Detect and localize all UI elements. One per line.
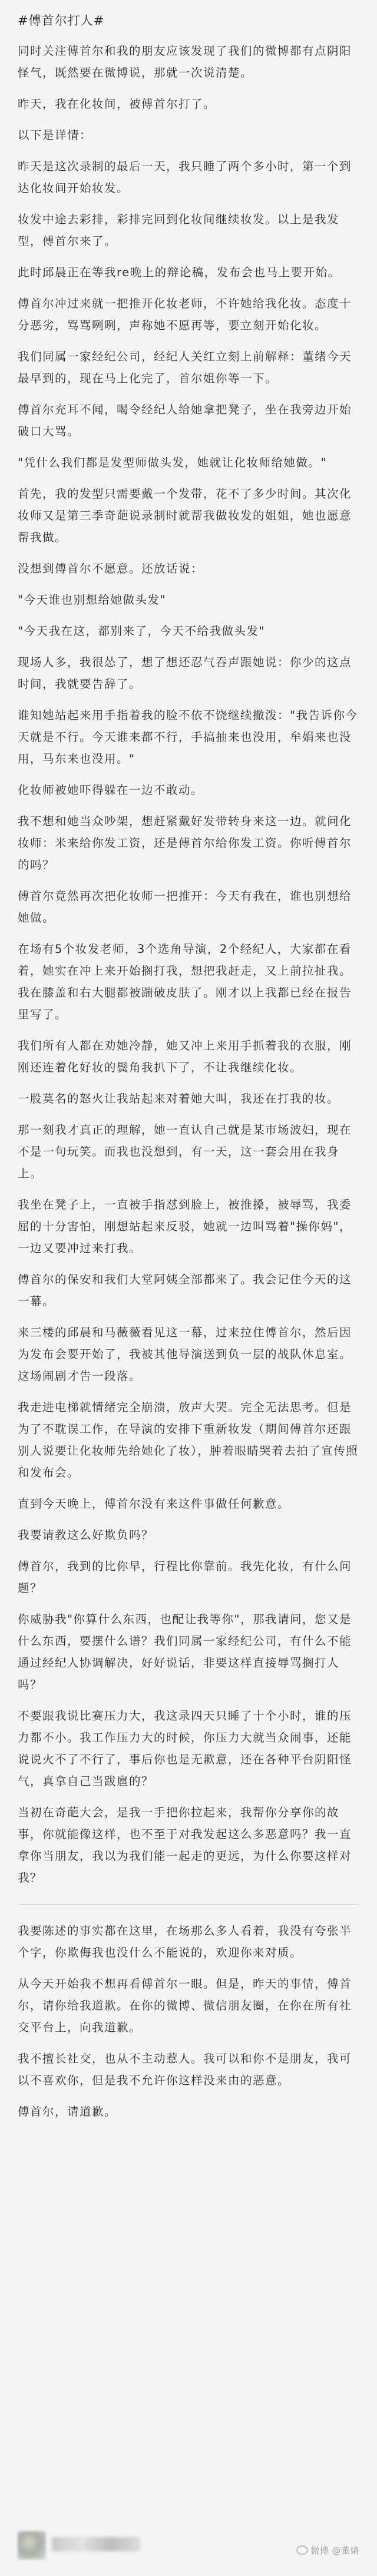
paragraph: 我坐在凳子上，一直被手指怼到脸上，被推搡，被辱骂，我委屈的十分害怕，刚想站起来反驳，她就一边叫骂着"操你妈"，一边又要冲过来打我。 (18, 1198, 352, 1255)
paragraph: 傅首尔竟然再次把化妆师一把推开：今天有我在，谁也别想给她做。 (18, 889, 352, 925)
paragraph: 我走进电梯就情绪完全崩溃，放声大哭。完全无法思考。但是为了不耽误工作，在导演的安排下重新妆发（期间傅首尔还跟别人说要让化妆师先给她化了妆），肿着眼睛哭着去拍了宣传照和发布会。 (18, 1400, 359, 1479)
section-divider (18, 1904, 359, 1905)
paragraph: 妆发中途去彩排，彩排完回到化妆间继续妆发。以上是我发型，傅首尔来了。 (18, 213, 340, 248)
watermark-text: 微博 @董婧 (310, 2545, 359, 2556)
blurred-avatar (18, 2531, 46, 2560)
paragraph: 在场有5个妆发老师，3个选角导演，2个经纪人，大家都在看着，她实在冲上来开始搁打我，想把我赶走，又上前拉扯我。我在膝盖和右大腿都被踹破皮肤了。刚才以上我都已经在报告里写了。 (18, 942, 352, 1021)
paragraph: 没想到傅首尔不愿意。还放话说： (18, 562, 204, 575)
paragraph: 从今天开始我不想再看傅首尔一眼。但是，昨天的事情，傅首尔，请你给我道歉。在你的微博、微信朋友圈，在你在所有社交平台上，向我道歉。 (18, 1977, 352, 2034)
paragraph: 当初在奇葩大会，是我一手把你拉起来，我帮你分享你的故事，你就能像这样，也不至于对我发起这么多恶意吗？我一直拿你当朋友，我以为我们能一起走的更远，为什么你要这样对我？ (18, 1806, 352, 1885)
paragraph: 此时邱晨正在等我re晚上的辩论稿，发布会也马上要开始。 (18, 266, 340, 279)
paragraph: 我要陈述的事实都在这里，在场那么多人看着，我没有夸张半个字，你欺侮我也没什么不能说的，欢迎你来对质。 (18, 1924, 352, 1959)
paragraph: 傅首尔，请道歉。 (18, 2105, 117, 2118)
paragraph: 直到今天晚上，傅首尔没有来这件事做任何歉意。 (18, 1497, 290, 1511)
quote-line: "今天谁也别想给她做头发" (18, 593, 166, 607)
paragraph: 以下是详情： (18, 128, 92, 142)
post-title-hashtag[interactable]: #傅首尔打人# (18, 14, 105, 28)
paragraph: 化妆师被她吓得躲在一边不敢动。 (18, 783, 204, 797)
paragraph: 来三楼的邱晨和马薇薇看见这一幕，过来拉住傅首尔，然后因为发布会要开始了，我被其他导演送到负一层的战队休息室。这场闹剧才告一段落。 (18, 1326, 352, 1383)
paragraph: 傅首尔的保安和我们大堂阿姨全部都来了。我会记住今天的这一幕。 (18, 1273, 352, 1308)
paragraph: 昨天，我在化妆间，被傅首尔打了。 (18, 97, 216, 111)
paragraph: 我不擅长社交，也从不主动惹人。我可以和你不是朋友，我可以不喜欢你，但是我不允许你这样没来由的恶意。 (18, 2052, 352, 2087)
paragraph: 现场人多，我很怂了，想了想还忍气吞声跟她说：你少的这点时间，我就要告辞了。 (18, 655, 352, 691)
paragraph: 我们所有人都在劝她冷静，她又冲上来用手抓着我的衣服，刚刚还连着化好妆的鬓角我扒下了，不让我继续化妆。 (18, 1039, 352, 1074)
paragraph: 昨天是这次录制的最后一天，我只睡了两个多小时，第一个到达化妆间开始妆发。 (18, 160, 352, 195)
post-footer (18, 2528, 359, 2565)
paragraph: "凭什么我们都是发型师做头发，她就让化妆师给她做。" (18, 456, 327, 469)
paragraph: 我不想和她当众吵架，想赶紧戴好发带转身来这一边。就问化妆师：米来给你发工资，还是傅首尔给你发工资。你听傅首尔的吗？ (18, 814, 352, 872)
weibo-watermark (296, 2544, 359, 2557)
paragraph: 不要跟我说比赛压力大，我这录四天只睡了十个小时，谁的压力都不小。我工作压力大的时候，你压力大就当众闹事，还能说说火不了不行了，事后你也是无歉意，还在各种平台阴阳怪气，真拿自己当跋扈的？ (18, 1709, 352, 1788)
paragraph: 我们同属一家经纪公司，经纪人关红立刻上前解释：董绪今天最早到的，现在马上化完了，首尔姐你等一下。 (18, 350, 352, 385)
paragraph: 那一刻我才真正的理解，她一直认自己就是某市场波妇，现在不是一句玩笑。而我也没想到，有一天，这一套会用在我身上。 (18, 1123, 352, 1180)
paragraph: 傅首尔，我到的比你早，行程比你靠前。我先化妆，有什么问题？ (18, 1559, 352, 1595)
paragraph: 谁知她站起来用手指着我的脸不依不饶继续撒泼："我告诉你今天就是不行。今天谁来都不行，手搞抽来也没用，牟娟来也没用，马东来也没用。" (18, 708, 358, 766)
paragraph: 首先，我的发型只需要戴一个发带，花不了多少时间。其次化妆师又是第三季奇葩说录制时就帮我做妆发的姐姐，她也愿意帮我做。 (18, 487, 352, 544)
paragraph: 一股莫名的怒火让我站起来对着她大叫，我还在打我的妆。 (18, 1092, 340, 1105)
paragraph: 你威胁我"你算什么东西，也配让我等你"，那我请问，您又是什么东西，要摆什么谱？我们同属一家经纪公司，有什么不能通过经纪人协调解决，好好说话，非要这样直接辱骂搁打人吗？ (18, 1613, 352, 1691)
weibo-logo-icon (296, 2545, 308, 2555)
paragraph: 同时关注傅首尔和我的朋友应该发现了我们的微博都有点阴阳怪气，既然要在微博说，那就一次说清楚。 (18, 44, 352, 80)
paragraph: 我要请教这么好欺负吗？ (18, 1528, 154, 1542)
paragraph: 傅首尔冲过来就一把推开化妆老师，不许她给我化妆。态度十分恶劣，骂骂咧咧，声称她不愿再等，要立刻开始化妆。 (18, 297, 352, 332)
quote-line: "今天我在这，都别来了，今天不给我做头发" (18, 624, 265, 638)
blurred-username (52, 2537, 140, 2551)
paragraph: 傅首尔充耳不闻，喝令经纪人给她拿把凳子，坐在我旁边开始破口大骂。 (18, 403, 352, 438)
